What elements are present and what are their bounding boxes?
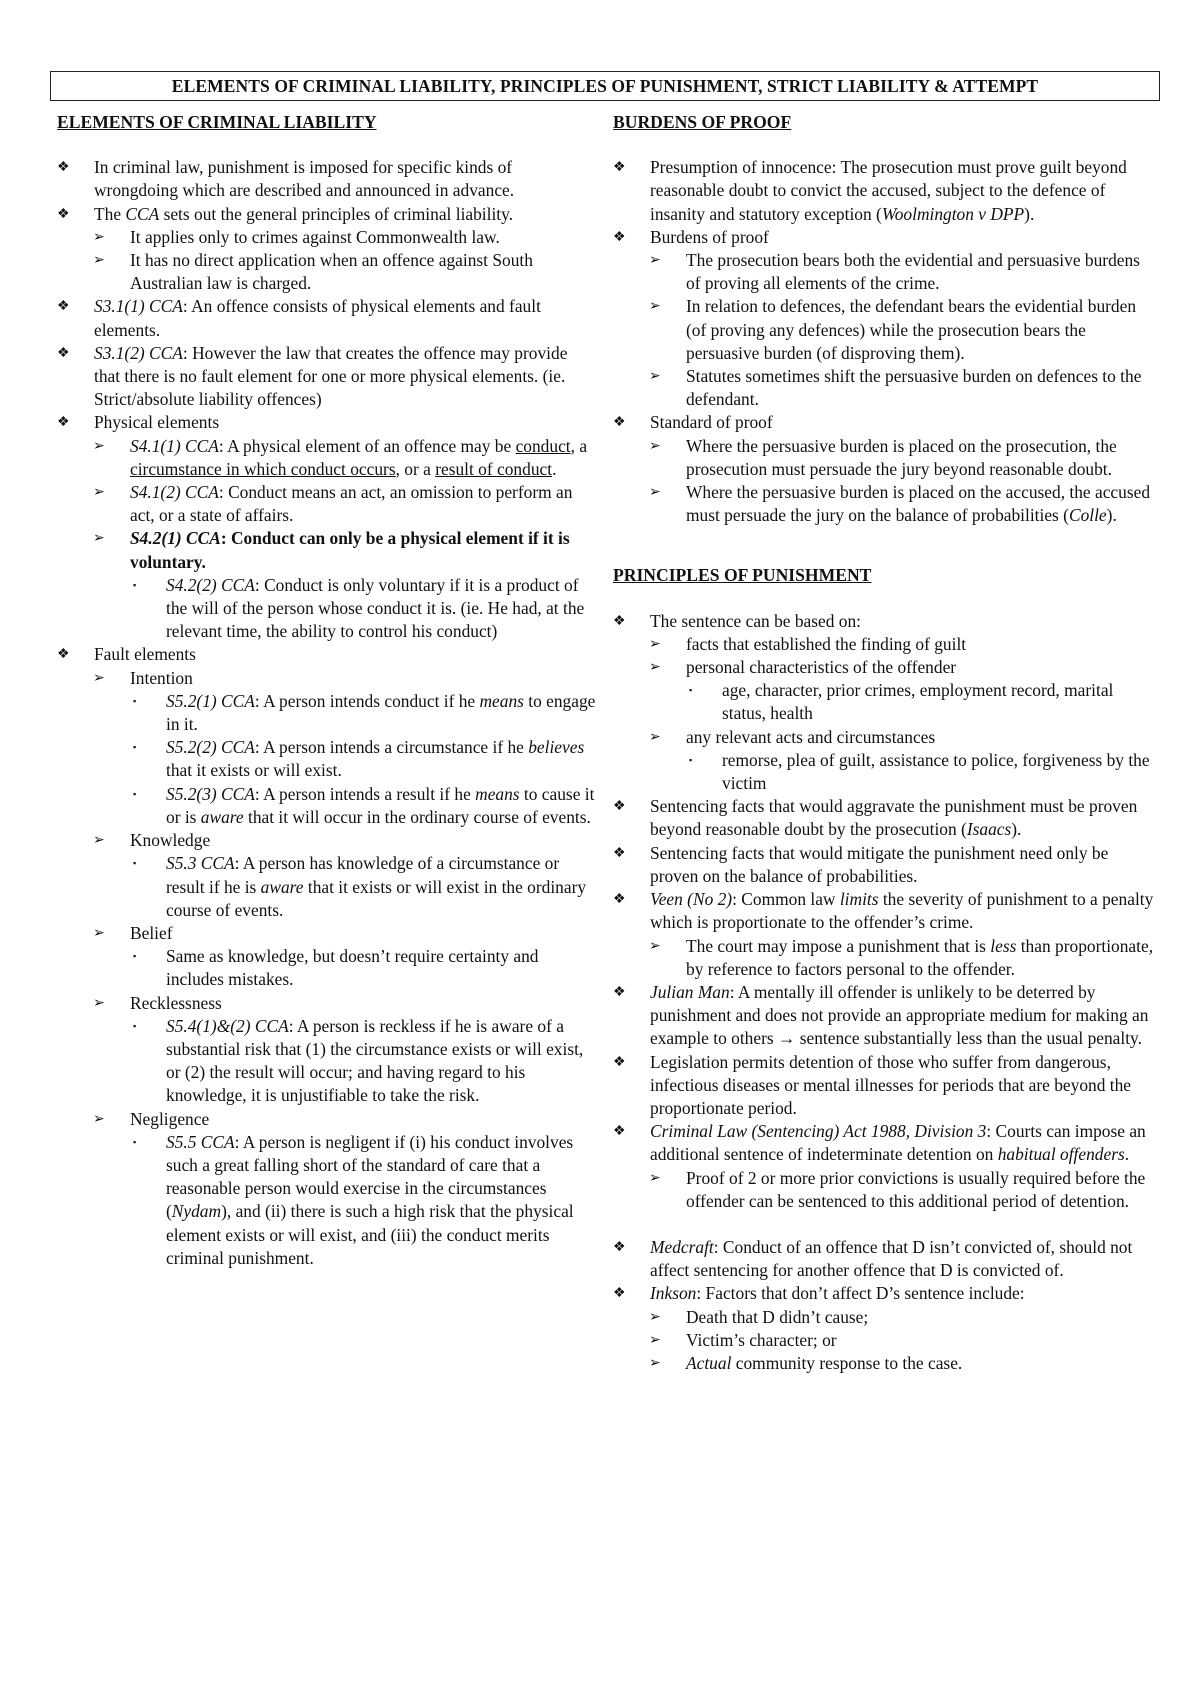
sub-list-item: ➢ any relevant acts and circumstances ▪ remorse, plea of guilt, assistance to police, forgiveness by the victim [650, 726, 1155, 796]
arrow-bullet-icon: ➢ [649, 1170, 661, 1186]
right-column [613, 111, 1155, 1375]
sub-list [650, 633, 1155, 795]
list-item-text: The CCA sets out the general principles of criminal liability. [94, 203, 514, 224]
sub-sub-list-item: ▪ S5.3 CCA: A person has knowledge of a circumstance or result if he is aware that it exists or will exist in the ordinary course of events. [133, 853, 587, 920]
sub-list-item: ➢ Actual community response to the case. [650, 1352, 1155, 1375]
list-item [57, 156, 597, 202]
diamond-bullet-icon: ❖ [613, 799, 626, 815]
diamond-bullet-icon: ❖ [613, 892, 626, 908]
arrow-bullet-icon: ➢ [93, 925, 105, 941]
list-item-text: Physical elements [94, 412, 220, 433]
punishment-cases-list [613, 1236, 1155, 1375]
list-item: ❖ Sentencing facts that would aggravate the punishment must be proven beyond reasonable doubt by the prosecution (Isaacs). [613, 796, 1138, 840]
sub-list [94, 226, 597, 296]
sub-sub-list-item: ▪ S5.2(3) CCA: A person intends a result if he means to cause it or is aware that it will occur in the ordinary course of events. [133, 783, 595, 827]
square-bullet-icon: ▪ [133, 695, 137, 706]
arrow-bullet-icon: ➢ [649, 1309, 661, 1325]
list-item: ❖ Veen (No 2): Common law limits the severity of punishment to a penalty which is proportionate to the offender’s crime. ➢ The court may impose a punishment that is less than proportionate, by reference to factors personal to the offender. [613, 888, 1155, 981]
diamond-bullet-icon: ❖ [613, 1239, 626, 1255]
sub-list-item: ➢ Statutes sometimes shift the persuasive burden on defences to the defendant. [649, 366, 1142, 410]
diamond-bullet-icon: ❖ [613, 845, 626, 861]
square-bullet-icon: ▪ [689, 754, 693, 765]
diamond-bullet-icon: ❖ [613, 1286, 626, 1302]
punishment-list [613, 610, 1155, 1213]
sub-list [650, 1167, 1155, 1213]
list-item: ❖ Standard of proof ➢ Where the persuasive burden is placed on the prosecution, the prosecution must persuade the jury beyond reasonable doubt. ➢ Where the persuasive burden is placed on the accused, the accused must persuade the jury on the balance of probabilities (Colle). [613, 411, 1155, 527]
list-item-text: Fault elements [94, 644, 196, 665]
sub-list-item: ➢ S4.1(2) CCA: Conduct means an act, an omission to perform an act, or a state of affairs. [93, 482, 573, 526]
list-item-text: S3.1(2) CCA: However the law that creates the offence may provide that there is no fault element for one or more physical elements. (ie. Strict/absolute liability offences) [94, 342, 568, 410]
sub-sub-list [130, 945, 597, 991]
arrow-bullet-icon: ➢ [93, 833, 105, 849]
square-bullet-icon: ▪ [133, 858, 137, 869]
square-bullet-icon: ▪ [133, 742, 137, 753]
arrow-bullet-icon: ➢ [649, 253, 661, 269]
sub-list-item: ➢ facts that established the finding of guilt [650, 633, 1155, 656]
sub-sub-list [686, 749, 1155, 795]
sub-list-item: ➢ Belief ▪ Same as knowledge, but doesn’t require certainty and includes mistakes. [94, 922, 597, 992]
list-item [57, 411, 597, 643]
arrow-bullet-icon: ➢ [649, 1332, 661, 1348]
list-item: ❖ The sentence can be based on: ➢ facts that established the finding of guilt ➢ personal characteristics of the offender ▪ age, character, prior crimes, employment record, marital status, health ➢ any relevant acts and circumstances ▪ remorse, plea of guilt, assistance to police, forgiveness by the victim [613, 610, 1155, 796]
arrow-bullet-icon: ➢ [93, 531, 105, 547]
list-item: ❖ Sentencing facts that would mitigate the punishment need only be proven on the balance of probabilities. [613, 842, 1109, 886]
arrow-bullet-icon: ➢ [93, 229, 105, 245]
arrow-bullet-icon: ➢ [649, 369, 661, 385]
list-item-text: In criminal law, punishment is imposed for specific kinds of wrongdoing which are described and announced in advance. [94, 157, 515, 201]
square-bullet-icon: ▪ [133, 579, 137, 590]
sub-list [650, 435, 1155, 528]
arrow-bullet-icon: ➢ [649, 299, 661, 315]
diamond-bullet-icon: ❖ [613, 613, 626, 629]
arrow-bullet-icon: ➢ [649, 660, 661, 676]
arrow-bullet-icon: ➢ [93, 485, 105, 501]
sub-list-item: ➢ It applies only to crimes against Commonwealth law. [94, 226, 597, 249]
square-bullet-icon: ▪ [133, 1136, 137, 1147]
list-item: ❖ Presumption of innocence: The prosecution must prove guilt beyond reasonable doubt to convict the accused, subject to the defence of insanity and statutory exception (Woolmington v DPP). [613, 157, 1127, 224]
sub-list-item: ➢ It has no direct application when an offence against South Australian law is charged. [93, 250, 533, 294]
arrow-bullet-icon: ➢ [649, 485, 661, 501]
section-heading-burdens: BURDENS OF PROOF [613, 112, 792, 132]
section-heading-elements: ELEMENTS OF CRIMINAL LIABILITY [57, 112, 377, 132]
sub-list [650, 1306, 1155, 1376]
diamond-bullet-icon: ❖ [613, 160, 626, 176]
sub-list-item: ➢ Death that D didn’t cause; [650, 1306, 1155, 1329]
sub-sub-list-item: ▪ age, character, prior crimes, employment record, marital status, health [689, 680, 1114, 724]
square-bullet-icon: ▪ [133, 788, 137, 799]
document-title: ELEMENTS OF CRIMINAL LIABILITY, PRINCIPLES OF PUNISHMENT, STRICT LIABILITY & ATTEMPT [50, 71, 1160, 101]
sub-list-item: ➢ The court may impose a punishment that is less than proportionate, by reference to factors personal to the offender. [649, 935, 1154, 979]
diamond-bullet-icon: ❖ [57, 299, 70, 315]
sub-list-item: ➢ Knowledge ▪ S5.3 CCA: A person has knowledge of a circumstance or result if he is aware that it exists or will exist in the ordinary course of events. [94, 829, 597, 922]
sub-sub-list-item: ▪ S5.2(1) CCA: A person intends conduct if he means to engage in it. [133, 690, 596, 735]
list-item: ❖ Burdens of proof ➢ The prosecution bears both the evidential and persuasive burdens of proving all elements of the crime. ➢ In relation to defences, the defendant bears the evidential burden (of proving any defences) while the prosecution bears the persuasive burden (of disproving them). ➢ Statutes sometimes shift the persuasive burden on defences to the defendant. [613, 226, 1155, 412]
sub-sub-list [130, 1131, 597, 1270]
arrow-bullet-icon: ➢ [93, 670, 105, 686]
arrow-bullet-icon: ➢ [649, 938, 661, 954]
section-heading-punishment: PRINCIPLES OF PUNISHMENT [613, 565, 872, 586]
sub-sub-list-item: ▪ S5.2(2) CCA: A person intends a circumstance if he believes that it exists or will exist. [133, 737, 585, 781]
sub-list-item: ➢ S4.1(1) CCA: A physical element of an offence may be conduct, a circumstance in which conduct occurs, or a result of conduct. [93, 435, 588, 479]
arrow-bullet-icon: ➢ [93, 1111, 105, 1127]
sub-list-item: ➢ In relation to defences, the defendant bears the evidential burden (of proving any defences) while the prosecution bears the persuasive burden (of disproving them). [649, 296, 1137, 363]
sub-list-item: ➢ Recklessness ▪ S5.4(1)&(2) CCA: A person is reckless if he is aware of a substantial risk that (1) the circumstance exists or will exist, or (2) the result will occur; and having regard to his knowledge, it is unjustifiable to take the risk. [94, 992, 597, 1108]
sub-list-item: ➢ Negligence ▪ S5.5 CCA: A person is negligent if (i) his conduct involves such a great falling short of the standard of care that a reasonable person would exercise in the circumstances (Nydam), and (ii) there is such a high risk that the physical element exists or will exist, and (iii) the conduct merits criminal punishment. [94, 1108, 597, 1270]
sub-list [94, 667, 597, 1270]
sub-list-item: ➢ S4.2(1) CCA: Conduct can only be a physical element if it is voluntary. ▪ S4.2(2) CCA: Conduct is only voluntary if it is a product of the will of the person whose conduct it is. (ie. He had, at the relevant time, the ability to control his conduct) [94, 527, 597, 643]
sub-list-item: ➢ Where the persuasive burden is placed on the accused, the accused must persuade the jury on the balance of probabilities (Colle). [649, 482, 1151, 526]
sub-list-item: ➢ Where the persuasive burden is placed on the prosecution, the prosecution must persuade the jury beyond reasonable doubt. [649, 435, 1117, 479]
list-item [57, 203, 597, 296]
sub-sub-list-item: ▪ S5.5 CCA: A person is negligent if (i) his conduct involves such a great falling short of the standard of care that a reasonable person would exercise in the circumstances (Nydam), and (ii) there is such a high risk that the physical element exists or will exist, and (iii) the conduct merits criminal punishment. [133, 1131, 574, 1268]
list-item: ❖ Julian Man: A mentally ill offender is unlikely to be deterred by punishment and does not provide an appropriate medium for making an example to others → sentence substantially less than the usual penalty. [613, 981, 1149, 1049]
arrow-bullet-icon: ➢ [93, 995, 105, 1011]
sub-sub-list-item: ▪ remorse, plea of guilt, assistance to police, forgiveness by the victim [689, 749, 1150, 794]
sub-sub-list-item: ▪ S5.4(1)&(2) CCA: A person is reckless if he is aware of a substantial risk that (1) the circumstance exists or will exist, or (2) the result will occur; and having regard to his knowledge, it is unjustifiable to take the risk. [133, 1015, 584, 1106]
square-bullet-icon: ▪ [689, 685, 693, 696]
sub-sub-list [130, 690, 597, 829]
diamond-bullet-icon: ❖ [57, 345, 70, 361]
right-arrow-icon: → [777, 1028, 796, 1049]
diamond-bullet-icon: ❖ [57, 647, 70, 663]
sub-list-item: ➢ personal characteristics of the offender ▪ age, character, prior crimes, employment record, marital status, health [650, 656, 1155, 726]
diamond-bullet-icon: ❖ [57, 160, 70, 176]
list-item: ❖ Medcraft: Conduct of an offence that D isn’t convicted of, should not affect sentencing for another offence that D is convicted of. [613, 1236, 1133, 1281]
diamond-bullet-icon: ❖ [613, 984, 626, 1000]
sub-list [650, 935, 1155, 981]
arrow-bullet-icon: ➢ [649, 438, 661, 454]
arrow-bullet-icon: ➢ [93, 438, 105, 454]
diamond-bullet-icon: ❖ [613, 229, 626, 245]
sub-sub-list-item: ▪ Same as knowledge, but doesn’t require certainty and includes mistakes. [133, 946, 539, 990]
sub-list-item: ➢ Victim’s character; or [650, 1329, 1155, 1352]
sub-list-item: ➢ Intention ▪ S5.2(1) CCA: A person intends conduct if he means to engage in it. ▪ S5.2(2) CCA: A person intends a circumstance if he believes that it exists or will exist. ▪ S5.2(3) CCA: A person intends a result if he means to cause it or is aware that it will occur in the ordinary course of events. [94, 667, 597, 829]
sub-sub-list-item: ▪ S4.2(2) CCA: Conduct is only voluntary if it is a product of the will of the person whose conduct it is. (ie. He had, at the relevant time, the ability to control his conduct) [133, 574, 585, 642]
list-item: ❖ Inkson: Factors that don’t affect D’s sentence include: ➢ Death that D didn’t cause; ➢ Victim’s character; or ➢ Actual community response to the case. [613, 1282, 1155, 1375]
diamond-bullet-icon: ❖ [57, 206, 70, 222]
diamond-bullet-icon: ❖ [613, 1054, 626, 1070]
arrow-bullet-icon: ➢ [649, 729, 661, 745]
list-item: ❖ Criminal Law (Sentencing) Act 1988, Division 3: Courts can impose an additional sentence of indeterminate detention on habitual offenders. ➢ Proof of 2 or more prior convictions is usually required before the offender can be sentenced to this additional period of detention. [613, 1120, 1155, 1213]
elements-list [57, 156, 597, 1270]
square-bullet-icon: ▪ [133, 1020, 137, 1031]
list-item [57, 295, 597, 341]
list-item: ❖ Legislation permits detention of those who suffer from dangerous, infectious diseases or mental illnesses for periods that are beyond the proportionate period. [613, 1051, 1132, 1118]
arrow-bullet-icon: ➢ [93, 253, 105, 269]
sub-sub-list [130, 1015, 597, 1108]
sub-list-item: ➢ Proof of 2 or more prior convictions is usually required before the offender can be sentenced to this additional period of detention. [649, 1167, 1146, 1211]
square-bullet-icon: ▪ [133, 951, 137, 962]
left-column [57, 111, 597, 1270]
sub-list [650, 249, 1155, 411]
sub-list [94, 435, 597, 644]
arrow-bullet-icon: ➢ [649, 636, 661, 652]
diamond-bullet-icon: ❖ [57, 415, 70, 431]
list-item-text: S3.1(1) CCA: An offence consists of physical elements and fault elements. [94, 296, 541, 340]
sub-sub-list [130, 852, 597, 922]
arrow-bullet-icon: ➢ [649, 1355, 661, 1371]
sub-sub-list [686, 679, 1155, 725]
list-item [57, 643, 597, 1269]
diamond-bullet-icon: ❖ [613, 415, 626, 431]
diamond-bullet-icon: ❖ [613, 1124, 626, 1140]
list-item [57, 342, 597, 412]
burdens-list [613, 156, 1155, 527]
sub-sub-list [130, 574, 597, 644]
sub-list-item: ➢ The prosecution bears both the evidential and persuasive burdens of proving all elements of the crime. [649, 250, 1140, 294]
